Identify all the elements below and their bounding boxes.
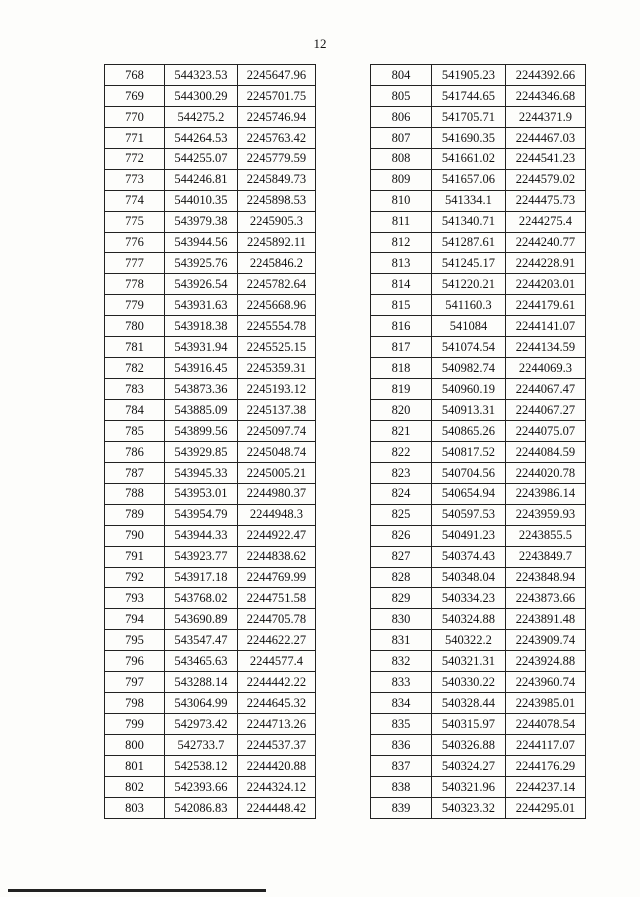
table-row	[105, 190, 316, 211]
x-coordinate-cell: 543917.18	[164, 567, 237, 588]
point-number-cell: 810	[371, 190, 432, 211]
y-coordinate-cell: 2244541.23	[505, 148, 585, 169]
table-row	[371, 755, 586, 776]
point-number-cell: 818	[371, 358, 432, 379]
x-coordinate-cell: 540374.43	[431, 546, 505, 567]
x-coordinate-cell: 543885.09	[164, 400, 237, 421]
point-number-cell: 821	[371, 420, 432, 441]
x-coordinate-cell: 540322.2	[431, 630, 505, 651]
point-number-cell: 822	[371, 441, 432, 462]
x-coordinate-cell: 541905.23	[431, 65, 505, 86]
y-coordinate-cell: 2244078.54	[505, 714, 585, 735]
table-row	[105, 609, 316, 630]
x-coordinate-cell: 542733.7	[164, 735, 237, 756]
x-coordinate-cell: 542973.42	[164, 714, 237, 735]
x-coordinate-cell: 540913.31	[431, 400, 505, 421]
point-number-cell: 809	[371, 169, 432, 190]
y-coordinate-cell: 2244475.73	[505, 190, 585, 211]
x-coordinate-cell: 540704.56	[431, 462, 505, 483]
point-number-cell: 789	[105, 504, 165, 525]
point-number-cell: 802	[105, 776, 165, 797]
table-row	[371, 651, 586, 672]
table-row	[371, 441, 586, 462]
y-coordinate-cell: 2244203.01	[505, 274, 585, 295]
y-coordinate-cell: 2244420.88	[237, 755, 315, 776]
x-coordinate-cell: 543916.45	[164, 358, 237, 379]
point-number-cell: 768	[105, 65, 165, 86]
point-number-cell: 777	[105, 253, 165, 274]
y-coordinate-cell: 2244922.47	[237, 525, 315, 546]
y-coordinate-cell: 2245525.15	[237, 337, 315, 358]
y-coordinate-cell: 2245846.2	[237, 253, 315, 274]
point-number-cell: 778	[105, 274, 165, 295]
y-coordinate-cell: 2244067.27	[505, 400, 585, 421]
y-coordinate-cell: 2244228.91	[505, 253, 585, 274]
point-number-cell: 769	[105, 85, 165, 106]
point-number-cell: 785	[105, 420, 165, 441]
y-coordinate-cell: 2244275.4	[505, 211, 585, 232]
point-number-cell: 832	[371, 651, 432, 672]
point-number-cell: 808	[371, 148, 432, 169]
table-row	[105, 567, 316, 588]
coordinate-table-left-body	[105, 65, 316, 819]
point-number-cell: 784	[105, 400, 165, 421]
table-row	[105, 504, 316, 525]
y-coordinate-cell: 2243960.74	[505, 672, 585, 693]
table-row	[371, 483, 586, 504]
x-coordinate-cell: 543918.38	[164, 316, 237, 337]
table-row	[371, 169, 586, 190]
point-number-cell: 788	[105, 483, 165, 504]
table-row	[105, 400, 316, 421]
table-row	[105, 65, 316, 86]
point-number-cell: 794	[105, 609, 165, 630]
point-number-cell: 783	[105, 379, 165, 400]
x-coordinate-cell: 543944.56	[164, 232, 237, 253]
table-row	[371, 316, 586, 337]
point-number-cell: 838	[371, 776, 432, 797]
x-coordinate-cell: 543899.56	[164, 420, 237, 441]
point-number-cell: 793	[105, 588, 165, 609]
x-coordinate-cell: 541245.17	[431, 253, 505, 274]
table-row	[371, 65, 586, 86]
y-coordinate-cell: 2244645.32	[237, 693, 315, 714]
x-coordinate-cell: 540960.19	[431, 379, 505, 400]
y-coordinate-cell: 2244579.02	[505, 169, 585, 190]
x-coordinate-cell: 543873.36	[164, 379, 237, 400]
point-number-cell: 835	[371, 714, 432, 735]
y-coordinate-cell: 2244067.47	[505, 379, 585, 400]
point-number-cell: 817	[371, 337, 432, 358]
point-number-cell: 792	[105, 567, 165, 588]
table-row	[105, 253, 316, 274]
y-coordinate-cell: 2244020.78	[505, 462, 585, 483]
x-coordinate-cell: 543064.99	[164, 693, 237, 714]
coordinate-table-right-body	[371, 65, 586, 819]
y-coordinate-cell: 2244075.07	[505, 420, 585, 441]
point-number-cell: 801	[105, 755, 165, 776]
y-coordinate-cell: 2244084.59	[505, 441, 585, 462]
y-coordinate-cell: 2244240.77	[505, 232, 585, 253]
x-coordinate-cell: 540348.04	[431, 567, 505, 588]
x-coordinate-cell: 541340.71	[431, 211, 505, 232]
point-number-cell: 828	[371, 567, 432, 588]
point-number-cell: 799	[105, 714, 165, 735]
point-number-cell: 826	[371, 525, 432, 546]
x-coordinate-cell: 540982.74	[431, 358, 505, 379]
y-coordinate-cell: 2244442.22	[237, 672, 315, 693]
y-coordinate-cell: 2244324.12	[237, 776, 315, 797]
y-coordinate-cell: 2245359.31	[237, 358, 315, 379]
y-coordinate-cell: 2245668.96	[237, 295, 315, 316]
point-number-cell: 811	[371, 211, 432, 232]
x-coordinate-cell: 540330.22	[431, 672, 505, 693]
table-row	[371, 295, 586, 316]
table-row	[105, 755, 316, 776]
x-coordinate-cell: 541334.1	[431, 190, 505, 211]
table-row	[105, 693, 316, 714]
point-number-cell: 781	[105, 337, 165, 358]
x-coordinate-cell: 544323.53	[164, 65, 237, 86]
x-coordinate-cell: 544300.29	[164, 85, 237, 106]
point-number-cell: 820	[371, 400, 432, 421]
x-coordinate-cell: 541705.71	[431, 106, 505, 127]
x-coordinate-cell: 543979.38	[164, 211, 237, 232]
table-row	[371, 148, 586, 169]
y-coordinate-cell: 2243855.5	[505, 525, 585, 546]
table-row	[371, 190, 586, 211]
table-row	[371, 337, 586, 358]
y-coordinate-cell: 2245048.74	[237, 441, 315, 462]
y-coordinate-cell: 2245898.53	[237, 190, 315, 211]
x-coordinate-cell: 541287.61	[431, 232, 505, 253]
table-row	[371, 504, 586, 525]
point-number-cell: 837	[371, 755, 432, 776]
table-row	[371, 630, 586, 651]
point-number-cell: 833	[371, 672, 432, 693]
x-coordinate-cell: 544264.53	[164, 127, 237, 148]
point-number-cell: 771	[105, 127, 165, 148]
table-row	[105, 211, 316, 232]
table-row	[105, 420, 316, 441]
point-number-cell: 800	[105, 735, 165, 756]
point-number-cell: 782	[105, 358, 165, 379]
x-coordinate-cell: 544255.07	[164, 148, 237, 169]
x-coordinate-cell: 544010.35	[164, 190, 237, 211]
x-coordinate-cell: 540597.53	[431, 504, 505, 525]
table-row	[371, 567, 586, 588]
y-coordinate-cell: 2245137.38	[237, 400, 315, 421]
x-coordinate-cell: 540334.23	[431, 588, 505, 609]
y-coordinate-cell: 2245193.12	[237, 379, 315, 400]
y-coordinate-cell: 2244176.29	[505, 755, 585, 776]
table-row	[371, 358, 586, 379]
x-coordinate-cell: 543690.89	[164, 609, 237, 630]
point-number-cell: 830	[371, 609, 432, 630]
y-coordinate-cell: 2245905.3	[237, 211, 315, 232]
y-coordinate-cell: 2245763.42	[237, 127, 315, 148]
x-coordinate-cell: 541657.06	[431, 169, 505, 190]
point-number-cell: 836	[371, 735, 432, 756]
table-row	[371, 211, 586, 232]
y-coordinate-cell: 2245647.96	[237, 65, 315, 86]
y-coordinate-cell: 2245746.94	[237, 106, 315, 127]
y-coordinate-cell: 2245097.74	[237, 420, 315, 441]
point-number-cell: 776	[105, 232, 165, 253]
table-row	[371, 693, 586, 714]
y-coordinate-cell: 2243849.7	[505, 546, 585, 567]
y-coordinate-cell: 2245782.64	[237, 274, 315, 295]
x-coordinate-cell: 544275.2	[164, 106, 237, 127]
x-coordinate-cell: 543931.94	[164, 337, 237, 358]
point-number-cell: 795	[105, 630, 165, 651]
y-coordinate-cell: 2243891.48	[505, 609, 585, 630]
table-row	[105, 735, 316, 756]
x-coordinate-cell: 543925.76	[164, 253, 237, 274]
point-number-cell: 807	[371, 127, 432, 148]
y-coordinate-cell: 2244751.58	[237, 588, 315, 609]
y-coordinate-cell: 2244838.62	[237, 546, 315, 567]
point-number-cell: 814	[371, 274, 432, 295]
x-coordinate-cell: 540326.88	[431, 735, 505, 756]
table-row	[371, 106, 586, 127]
table-row	[105, 630, 316, 651]
point-number-cell: 790	[105, 525, 165, 546]
table-row	[105, 462, 316, 483]
y-coordinate-cell: 2243986.14	[505, 483, 585, 504]
x-coordinate-cell: 543768.02	[164, 588, 237, 609]
table-row	[105, 274, 316, 295]
x-coordinate-cell: 540324.27	[431, 755, 505, 776]
table-row	[371, 776, 586, 797]
x-coordinate-cell: 542393.66	[164, 776, 237, 797]
y-coordinate-cell: 2244346.68	[505, 85, 585, 106]
y-coordinate-cell: 2244537.37	[237, 735, 315, 756]
point-number-cell: 780	[105, 316, 165, 337]
point-number-cell: 775	[105, 211, 165, 232]
point-number-cell: 786	[105, 441, 165, 462]
y-coordinate-cell: 2245849.73	[237, 169, 315, 190]
table-row	[371, 714, 586, 735]
x-coordinate-cell: 540324.88	[431, 609, 505, 630]
table-row	[371, 525, 586, 546]
y-coordinate-cell: 2244467.03	[505, 127, 585, 148]
point-number-cell: 804	[371, 65, 432, 86]
x-coordinate-cell: 543547.47	[164, 630, 237, 651]
x-coordinate-cell: 541160.3	[431, 295, 505, 316]
table-row	[105, 546, 316, 567]
table-row	[105, 169, 316, 190]
point-number-cell: 797	[105, 672, 165, 693]
table-row	[105, 85, 316, 106]
point-number-cell: 816	[371, 316, 432, 337]
y-coordinate-cell: 2244069.3	[505, 358, 585, 379]
table-row	[371, 735, 586, 756]
point-number-cell: 831	[371, 630, 432, 651]
coordinate-table-left	[104, 64, 316, 819]
point-number-cell: 829	[371, 588, 432, 609]
x-coordinate-cell: 542086.83	[164, 797, 237, 818]
table-row	[105, 316, 316, 337]
x-coordinate-cell: 541220.21	[431, 274, 505, 295]
table-row	[105, 441, 316, 462]
y-coordinate-cell: 2244179.61	[505, 295, 585, 316]
x-coordinate-cell: 541744.65	[431, 85, 505, 106]
x-coordinate-cell: 540315.97	[431, 714, 505, 735]
y-coordinate-cell: 2245701.75	[237, 85, 315, 106]
point-number-cell: 839	[371, 797, 432, 818]
table-row	[105, 106, 316, 127]
y-coordinate-cell: 2244980.37	[237, 483, 315, 504]
y-coordinate-cell: 2243985.01	[505, 693, 585, 714]
x-coordinate-cell: 544246.81	[164, 169, 237, 190]
x-coordinate-cell: 543945.33	[164, 462, 237, 483]
table-row	[105, 337, 316, 358]
point-number-cell: 787	[105, 462, 165, 483]
y-coordinate-cell: 2244295.01	[505, 797, 585, 818]
table-row	[371, 546, 586, 567]
point-number-cell: 796	[105, 651, 165, 672]
table-row	[371, 232, 586, 253]
point-number-cell: 813	[371, 253, 432, 274]
point-number-cell: 824	[371, 483, 432, 504]
x-coordinate-cell: 540491.23	[431, 525, 505, 546]
y-coordinate-cell: 2245779.59	[237, 148, 315, 169]
table-row	[371, 672, 586, 693]
y-coordinate-cell: 2243959.93	[505, 504, 585, 525]
y-coordinate-cell: 2244577.4	[237, 651, 315, 672]
y-coordinate-cell: 2243848.94	[505, 567, 585, 588]
y-coordinate-cell: 2244705.78	[237, 609, 315, 630]
x-coordinate-cell: 543465.63	[164, 651, 237, 672]
table-row	[371, 420, 586, 441]
y-coordinate-cell: 2244371.9	[505, 106, 585, 127]
point-number-cell: 774	[105, 190, 165, 211]
x-coordinate-cell: 541690.35	[431, 127, 505, 148]
y-coordinate-cell: 2245892.11	[237, 232, 315, 253]
x-coordinate-cell: 543288.14	[164, 672, 237, 693]
x-coordinate-cell: 540321.96	[431, 776, 505, 797]
x-coordinate-cell: 543954.79	[164, 504, 237, 525]
table-row	[105, 714, 316, 735]
y-coordinate-cell: 2245554.78	[237, 316, 315, 337]
y-coordinate-cell: 2244948.3	[237, 504, 315, 525]
y-coordinate-cell: 2243924.88	[505, 651, 585, 672]
x-coordinate-cell: 540321.31	[431, 651, 505, 672]
table-row	[105, 672, 316, 693]
table-row	[105, 525, 316, 546]
x-coordinate-cell: 542538.12	[164, 755, 237, 776]
y-coordinate-cell: 2244117.07	[505, 735, 585, 756]
x-coordinate-cell: 543923.77	[164, 546, 237, 567]
page-number: 12	[313, 36, 327, 51]
y-coordinate-cell: 2244141.07	[505, 316, 585, 337]
point-number-cell: 805	[371, 85, 432, 106]
table-row	[371, 797, 586, 818]
point-number-cell: 779	[105, 295, 165, 316]
point-number-cell: 815	[371, 295, 432, 316]
point-number-cell: 812	[371, 232, 432, 253]
table-row	[105, 358, 316, 379]
y-coordinate-cell: 2244392.66	[505, 65, 585, 86]
y-coordinate-cell: 2243909.74	[505, 630, 585, 651]
y-coordinate-cell: 2244713.26	[237, 714, 315, 735]
table-row	[105, 776, 316, 797]
point-number-cell: 770	[105, 106, 165, 127]
x-coordinate-cell: 540323.32	[431, 797, 505, 818]
table-row	[105, 379, 316, 400]
table-row	[371, 253, 586, 274]
x-coordinate-cell: 543929.85	[164, 441, 237, 462]
table-row	[371, 379, 586, 400]
table-row	[105, 127, 316, 148]
y-coordinate-cell: 2244769.99	[237, 567, 315, 588]
table-row	[371, 400, 586, 421]
table-row	[371, 588, 586, 609]
point-number-cell: 803	[105, 797, 165, 818]
point-number-cell: 791	[105, 546, 165, 567]
footer-rule	[8, 889, 266, 892]
table-row	[105, 295, 316, 316]
x-coordinate-cell: 541661.02	[431, 148, 505, 169]
x-coordinate-cell: 540654.94	[431, 483, 505, 504]
table-row	[105, 148, 316, 169]
point-number-cell: 834	[371, 693, 432, 714]
point-number-cell: 819	[371, 379, 432, 400]
point-number-cell: 772	[105, 148, 165, 169]
x-coordinate-cell: 543926.54	[164, 274, 237, 295]
y-coordinate-cell: 2245005.21	[237, 462, 315, 483]
x-coordinate-cell: 541074.54	[431, 337, 505, 358]
y-coordinate-cell: 2244134.59	[505, 337, 585, 358]
point-number-cell: 798	[105, 693, 165, 714]
table-row	[371, 462, 586, 483]
table-row	[105, 797, 316, 818]
point-number-cell: 827	[371, 546, 432, 567]
x-coordinate-cell: 540817.52	[431, 441, 505, 462]
table-row	[105, 232, 316, 253]
point-number-cell: 806	[371, 106, 432, 127]
table-row	[105, 651, 316, 672]
point-number-cell: 773	[105, 169, 165, 190]
point-number-cell: 823	[371, 462, 432, 483]
coordinate-table-right	[370, 64, 586, 819]
table-row	[105, 483, 316, 504]
x-coordinate-cell: 543953.01	[164, 483, 237, 504]
table-row	[371, 127, 586, 148]
x-coordinate-cell: 540328.44	[431, 693, 505, 714]
x-coordinate-cell: 540865.26	[431, 420, 505, 441]
y-coordinate-cell: 2244237.14	[505, 776, 585, 797]
table-row	[371, 609, 586, 630]
y-coordinate-cell: 2244448.42	[237, 797, 315, 818]
x-coordinate-cell: 543944.33	[164, 525, 237, 546]
table-row	[105, 588, 316, 609]
table-row	[371, 85, 586, 106]
x-coordinate-cell: 541084	[431, 316, 505, 337]
table-row	[371, 274, 586, 295]
y-coordinate-cell: 2243873.66	[505, 588, 585, 609]
point-number-cell: 825	[371, 504, 432, 525]
x-coordinate-cell: 543931.63	[164, 295, 237, 316]
y-coordinate-cell: 2244622.27	[237, 630, 315, 651]
